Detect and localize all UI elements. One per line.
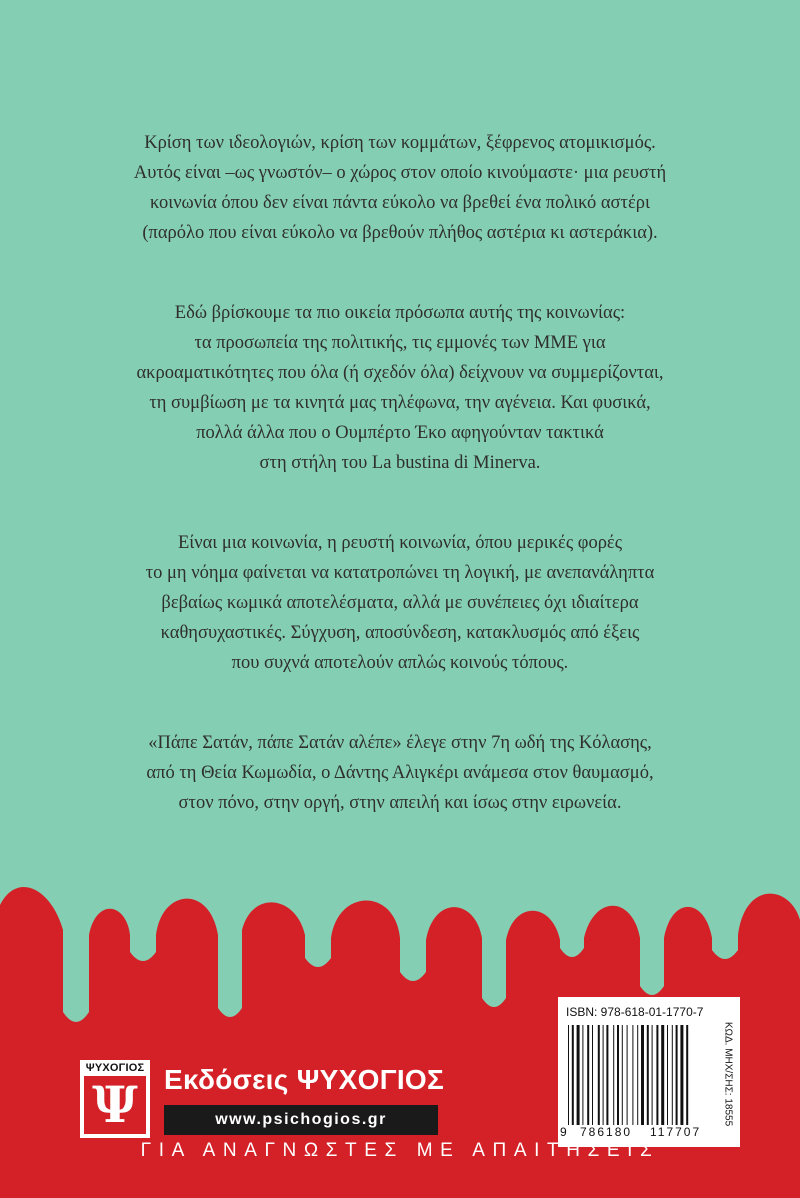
barcode-bar bbox=[606, 1025, 608, 1125]
barcode-digit-first: 9 bbox=[560, 1125, 567, 1139]
barcode-bar bbox=[680, 1025, 683, 1125]
barcode-bar bbox=[613, 1025, 614, 1125]
blurb-line: ακροαματικότητες που όλα (ή σχεδόν όλα) δείχνουν να συμμερίζονται, bbox=[136, 363, 664, 383]
barcode-icon bbox=[568, 1025, 716, 1125]
publisher-logo-text: ΨΥΧΟΓΙΟΣ bbox=[85, 1062, 145, 1074]
blurb-line: καθησυχαστικές. Σύγχυση, αποσύνδεση, κατακλυσμός από έξεις bbox=[160, 623, 640, 643]
blurb-line: Εδώ βρίσκουμε τα πιο οικεία πρόσωπα αυτής της κοινωνίας: bbox=[174, 303, 626, 323]
blurb-line: που συχνά αποτελούν απλώς κοινούς τόπους. bbox=[231, 653, 569, 673]
publisher-url: www.psichogios.gr bbox=[164, 1105, 438, 1135]
barcode-bar bbox=[632, 1025, 633, 1125]
isbn-label: ISBN: 978-618-01-1770-7 bbox=[566, 1005, 704, 1019]
barcode-bar bbox=[676, 1025, 678, 1125]
barcode-bar bbox=[622, 1025, 623, 1125]
barcode-bar bbox=[587, 1025, 589, 1125]
barcode-bar bbox=[656, 1025, 658, 1125]
barcode-bar bbox=[627, 1025, 628, 1125]
blurb-line: τα προσωπεία της πολιτικής, τις εμμονές των ΜΜΕ για bbox=[194, 333, 606, 353]
product-code-text: ΚΩΔ. ΜΗΧ/ΣΗΣ: 18555 bbox=[722, 1021, 734, 1127]
barcode-bar bbox=[661, 1025, 664, 1125]
isbn-barcode-box bbox=[558, 997, 740, 1147]
blurb-line: πολλά άλλα που ο Ουμπέρτο Έκο αφηγούνταν τακτικά bbox=[196, 423, 604, 443]
barcode-bar bbox=[686, 1025, 688, 1125]
barcode-bar bbox=[568, 1025, 569, 1125]
barcode-bar bbox=[672, 1025, 673, 1125]
barcode-bar bbox=[598, 1025, 600, 1125]
blurb-line: βεβαίως κωμικά αποτελέσματα, αλλά με συνέπειες όχι ιδιαίτερα bbox=[161, 593, 639, 613]
barcode-bar bbox=[641, 1025, 644, 1125]
blurb-line: το μη νόημα φαίνεται να κατατροπώνει τη λογική, με ανεπανάληπτα bbox=[145, 563, 655, 583]
barcode-bar bbox=[647, 1025, 649, 1125]
barcode-bar bbox=[603, 1025, 604, 1125]
barcode-digits-left: 786180 bbox=[580, 1125, 633, 1139]
blurb-line: από τη Θεία Κωμωδία, ο Δάντης Αλιγκέρι ανάμεσα στον θαυμασμό, bbox=[146, 763, 654, 783]
barcode-bar bbox=[637, 1025, 638, 1125]
blurb-line: Κρίση των ιδεολογιών, κρίση των κομμάτων, ξέφρενος ατομικισμός. bbox=[144, 133, 656, 153]
barcode-bar bbox=[592, 1025, 593, 1125]
tagline: ΓΙΑ ΑΝΑΓΝΩΣΤΕΣ ΜΕ ΑΠΑΙΤΗΣΕΙΣ bbox=[140, 1140, 660, 1161]
publisher-block bbox=[80, 1060, 450, 1140]
barcode-bar bbox=[572, 1025, 574, 1125]
blurb-line: Είναι μια κοινωνία, η ρευστή κοινωνία, όπου μερικές φορές bbox=[177, 533, 623, 553]
publisher-logo bbox=[80, 1060, 150, 1138]
blurb-line: στον πόνο, στην οργή, στην απειλή και ίσως στην ειρωνεία. bbox=[178, 793, 622, 813]
psi-logo-icon: Ψ bbox=[84, 1076, 146, 1134]
product-code-label bbox=[720, 1005, 736, 1143]
blurb-line: Αυτός είναι –ως γνωστόν– ο χώρος στον οποίο κινούμαστε· μια ρευστή bbox=[133, 163, 667, 183]
barcode-digits-right: 117707 bbox=[650, 1125, 702, 1139]
barcode-bar bbox=[652, 1025, 653, 1125]
blurb-line: «Πάπε Σατάν, πάπε Σατάν αλέπε» έλεγε στην 7η ωδή της Κόλασης, bbox=[148, 733, 652, 753]
barcode-bar bbox=[617, 1025, 619, 1125]
barcode-bar bbox=[667, 1025, 668, 1125]
barcode-bar bbox=[577, 1025, 580, 1125]
blurb-line: τη συμβίωση με τα κινητά μας τηλέφωνα, την αγένεια. Και φυσικά, bbox=[149, 393, 651, 413]
blurb-line: στη στήλη του La bustina di Minerva. bbox=[259, 453, 541, 473]
blurb-line: κοινωνία όπου δεν είναι πάντα εύκολο να βρεθεί ένα πολικό αστέρι bbox=[150, 193, 650, 213]
barcode-bar bbox=[582, 1025, 583, 1125]
publisher-name: Εκδόσεις ΨΥΧΟΓΙΟΣ bbox=[164, 1064, 445, 1095]
blurb-line: (παρόλο που είναι εύκολο να βρεθούν πλήθος αστέρια κι αστεράκια). bbox=[142, 223, 658, 243]
